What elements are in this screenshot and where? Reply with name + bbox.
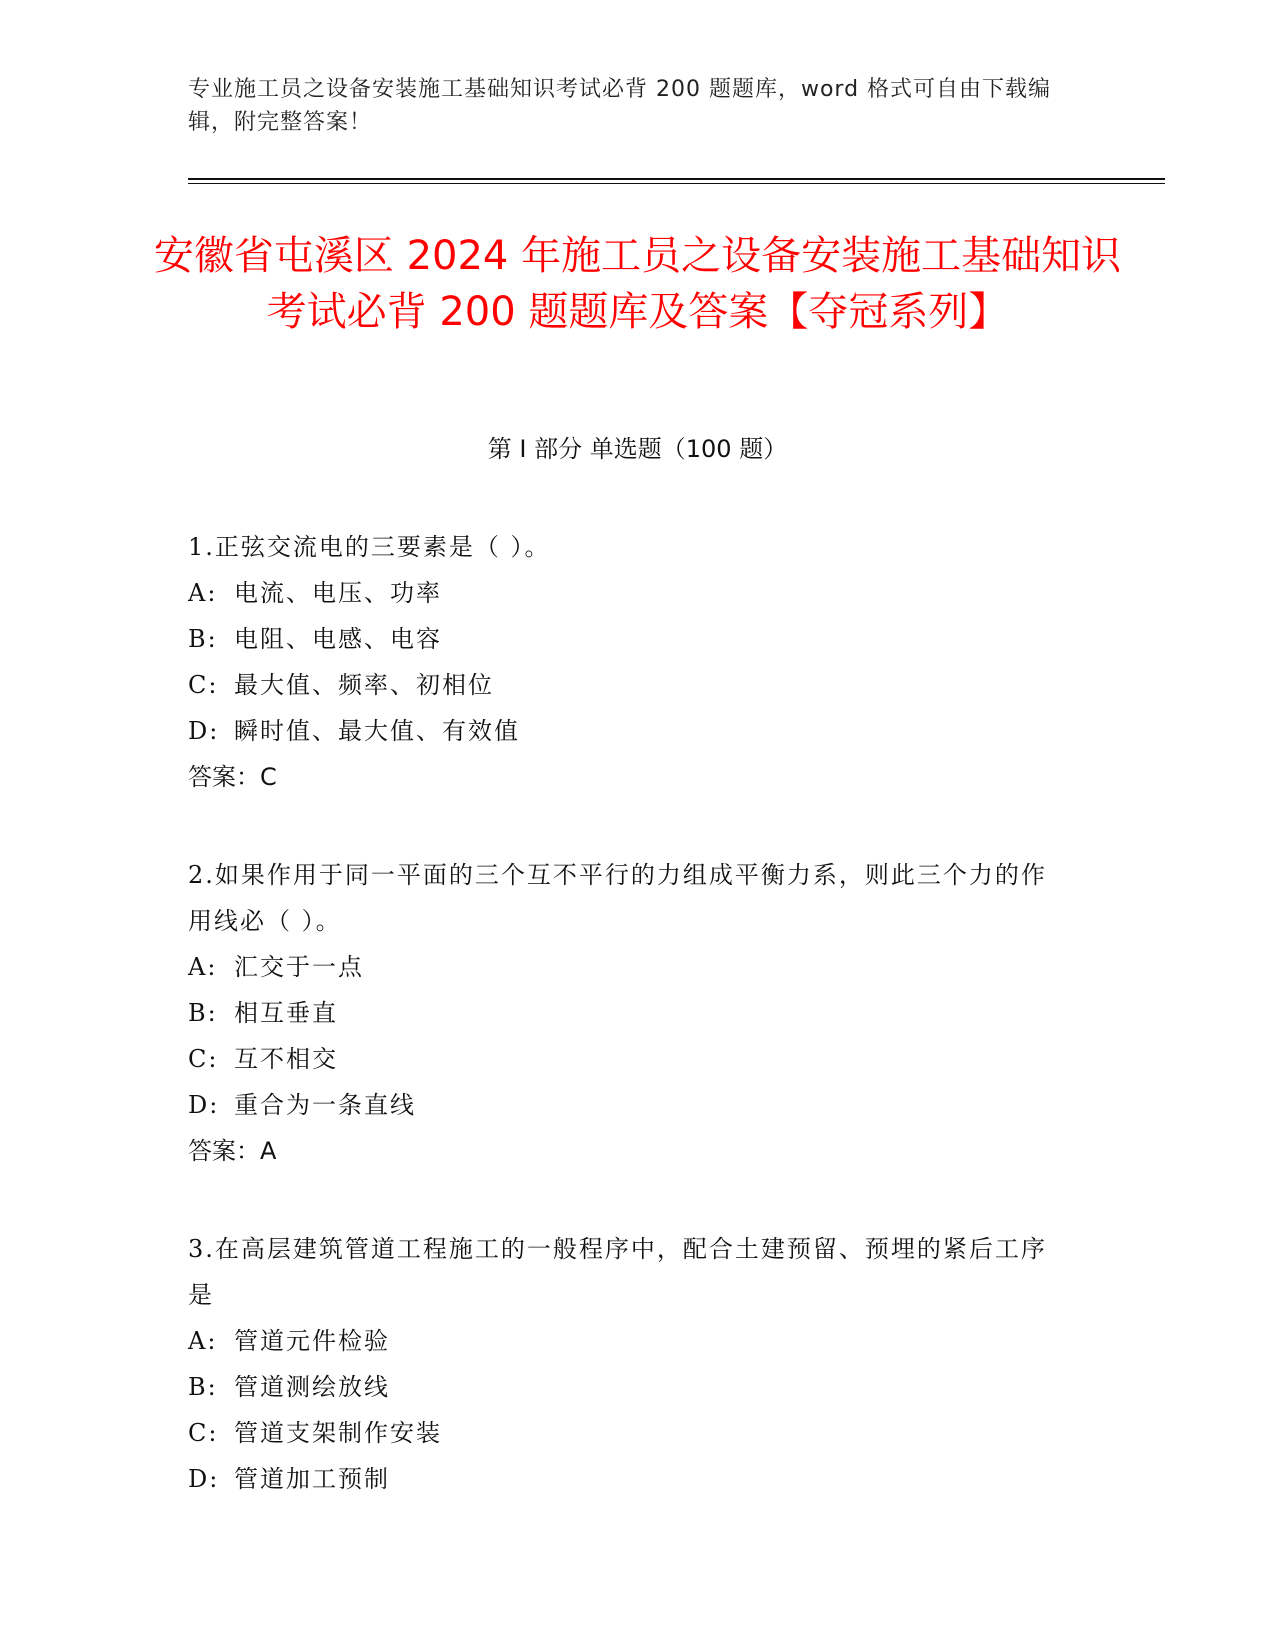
option-b <box>188 616 1068 662</box>
option-a <box>188 944 1068 990</box>
option-key: C: <box>188 1419 219 1447</box>
option-key: D: <box>188 717 220 745</box>
question-2 <box>188 852 1068 1174</box>
option-key: A: <box>188 953 218 981</box>
option-b <box>188 990 1068 1036</box>
option-text: 管道加工预制 <box>234 1465 390 1493</box>
option-text: 瞬时值、最大值、有效值 <box>234 717 520 745</box>
option-c <box>188 662 1068 708</box>
header-divider-thin <box>188 183 1165 184</box>
header-note: 专业施工员之设备安装施工基础知识考试必背 200 题题库，word 格式可自由下载编辑，附完整答案！ <box>188 77 1052 135</box>
option-d <box>188 708 1068 754</box>
option-text: 电流、电压、功率 <box>234 579 442 607</box>
option-text: 汇交于一点 <box>234 953 364 981</box>
option-text: 管道元件检验 <box>234 1327 390 1355</box>
answer-value: C <box>260 763 277 791</box>
option-a <box>188 1318 1068 1364</box>
question-stem: 2.如果作用于同一平面的三个互不平行的力组成平衡力系，则此三个力的作用线必（ ）。 <box>188 861 1047 935</box>
option-c <box>188 1410 1068 1456</box>
answer-line <box>188 754 1068 800</box>
header-divider-thick <box>188 178 1165 180</box>
option-text: 管道支架制作安装 <box>234 1419 442 1447</box>
option-key: B: <box>188 1373 218 1401</box>
option-text: 最大值、频率、初相位 <box>234 671 494 699</box>
answer-line <box>188 1128 1068 1174</box>
option-d <box>188 1456 1068 1502</box>
document-title: 安徽省屯溪区 2024 年施工员之设备安装施工基础知识考试必背 200 题题库及答案【夺冠系列】 <box>153 233 1122 335</box>
option-c <box>188 1036 1068 1082</box>
option-text: 管道测绘放线 <box>234 1373 390 1401</box>
question-3 <box>188 1226 1068 1502</box>
option-d <box>188 1082 1068 1128</box>
option-a <box>188 570 1068 616</box>
answer-label: 答案： <box>188 1137 260 1165</box>
option-key: D: <box>188 1465 220 1493</box>
option-text: 互不相交 <box>234 1045 338 1073</box>
answer-label: 答案： <box>188 763 260 791</box>
question-stem: 3.在高层建筑管道工程施工的一般程序中，配合土建预留、预埋的紧后工序是 <box>188 1235 1047 1309</box>
option-b <box>188 1364 1068 1410</box>
option-key: B: <box>188 999 218 1027</box>
option-key: C: <box>188 1045 219 1073</box>
question-stem: 1.正弦交流电的三要素是（ ）。 <box>188 533 551 561</box>
question-list <box>188 524 1068 1554</box>
option-key: D: <box>188 1091 220 1119</box>
option-text: 电阻、电感、电容 <box>234 625 442 653</box>
option-key: B: <box>188 625 218 653</box>
answer-value: A <box>260 1137 277 1165</box>
option-text: 重合为一条直线 <box>234 1091 416 1119</box>
option-key: A: <box>188 579 218 607</box>
question-1 <box>188 524 1068 800</box>
option-key: A: <box>188 1327 218 1355</box>
option-key: C: <box>188 671 219 699</box>
section-heading: 第 I 部分 单选题（100 题） <box>487 435 788 463</box>
option-text: 相互垂直 <box>234 999 338 1027</box>
